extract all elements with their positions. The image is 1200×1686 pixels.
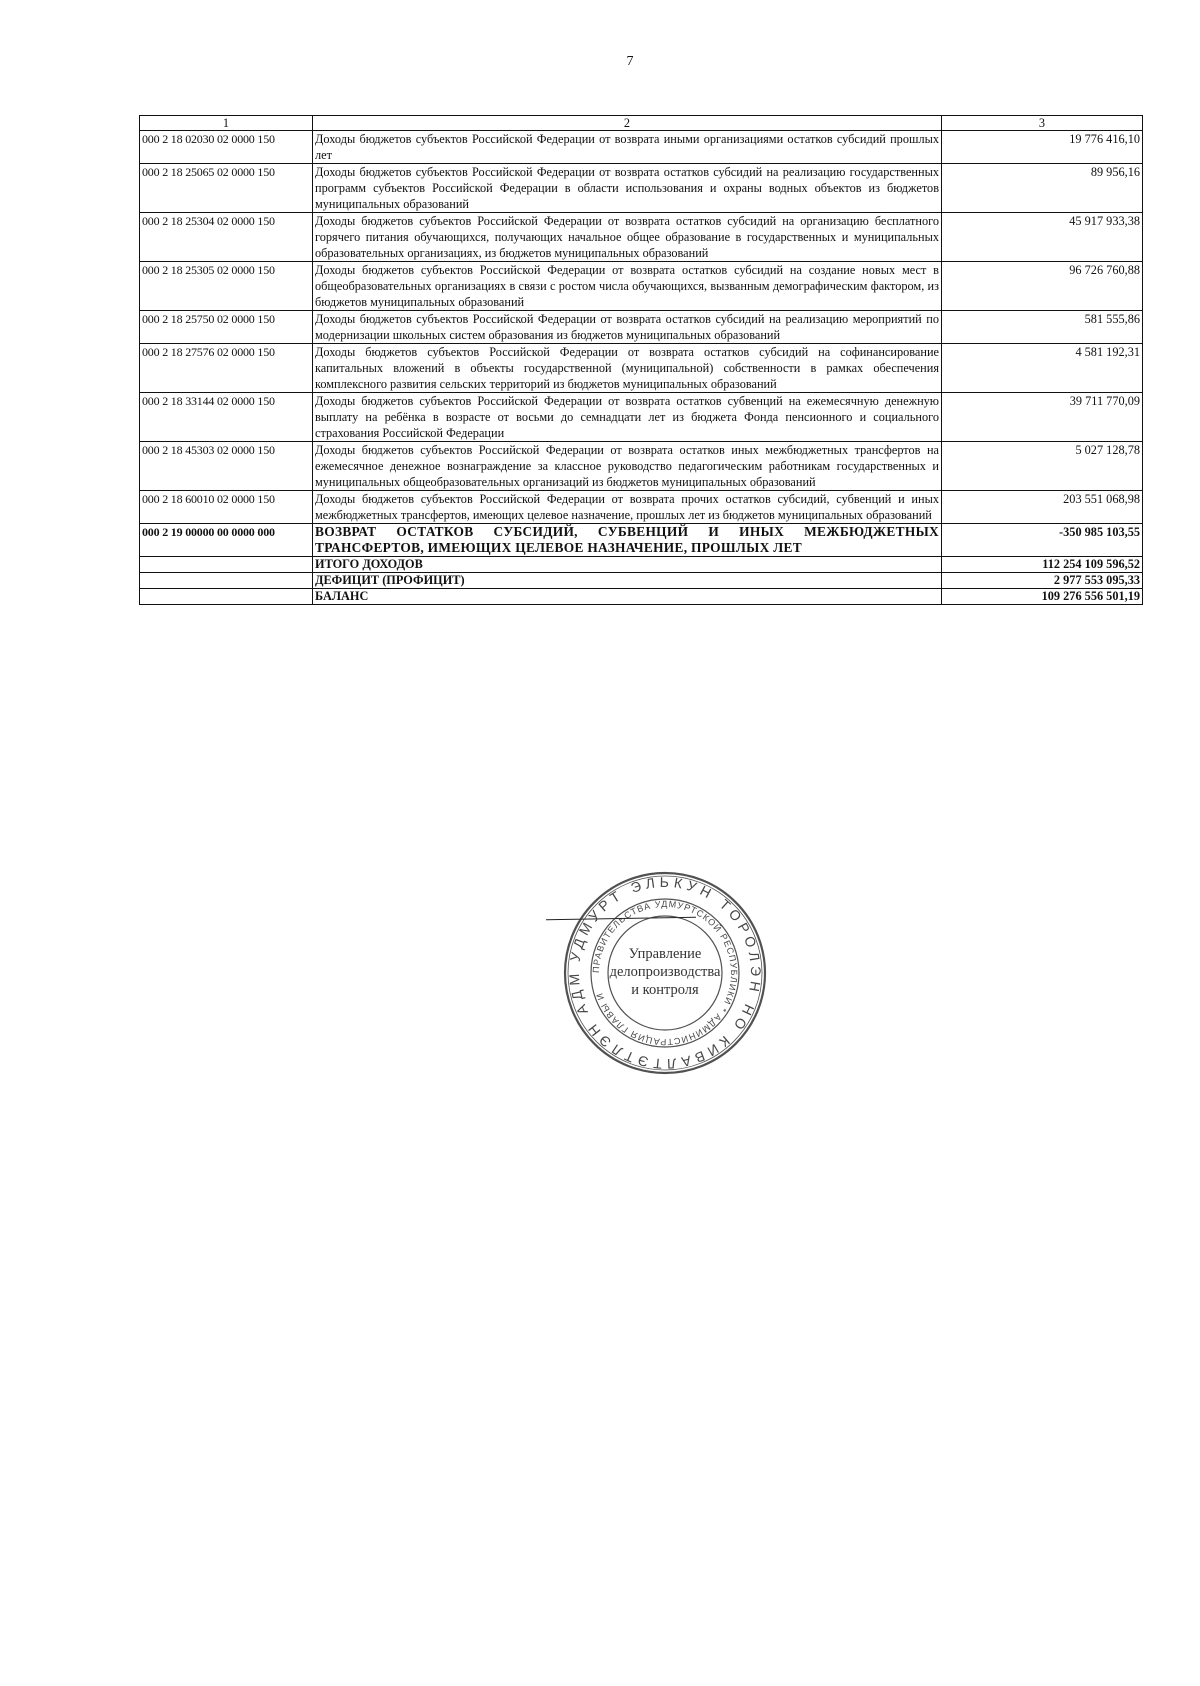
row-amount: 96 726 760,88 — [942, 262, 1143, 311]
table-header-row — [140, 116, 1143, 131]
official-seal — [560, 868, 770, 1078]
table-row — [140, 262, 1143, 311]
total-label: БАЛАНС — [313, 589, 942, 605]
total-row-balance — [140, 589, 1143, 605]
row-description: Доходы бюджетов субъектов Российской Федерации от возврата остатков иных межбюджетных трансфертов на ежемесячное денежное вознаграждение за классное руководство педагогическим работникам государственных и муниципальных общеобразовательных организаций из бюджетов муниципальных образований — [313, 442, 942, 491]
summary-description: ВОЗВРАТ ОСТАТКОВ СУБСИДИЙ, СУБВЕНЦИЙ И ИНЫХ МЕЖБЮДЖЕТНЫХ ТРАНСФЕРТОВ, ИМЕЮЩИХ ЦЕЛЕВОЕ НАЗНАЧЕНИЕ, ПРОШЛЫХ ЛЕТ — [313, 524, 942, 557]
summary-amount: -350 985 103,55 — [942, 524, 1143, 557]
row-description: Доходы бюджетов субъектов Российской Федерации от возврата прочих остатков субсидий, субвенций и иных межбюджетных трансфертов, имеющих целевое назначение, прошлых лет из бюджетов муниципальных образований — [313, 491, 942, 524]
row-code: 000 2 18 25065 02 0000 150 — [140, 164, 313, 213]
row-description: Доходы бюджетов субъектов Российской Федерации от возврата остатков субвенций на ежемесячную денежную выплату на ребёнка в возрасте от восьми до семнадцати лет из бюджета Фонда пенсионного и социального страхования Российской Федерации — [313, 393, 942, 442]
row-code: 000 2 18 60010 02 0000 150 — [140, 491, 313, 524]
row-description: Доходы бюджетов субъектов Российской Федерации от возврата остатков субсидий на организацию бесплатного горячего питания обучающихся, получающих начальное общее образование в государственных и муниципальных образовательных организациях, из бюджетов муниципальных образований — [313, 213, 942, 262]
table-row — [140, 442, 1143, 491]
row-amount: 19 776 416,10 — [942, 131, 1143, 164]
row-description: Доходы бюджетов субъектов Российской Федерации от возврата остатков субсидий на создание новых мест в общеобразовательных организациях в связи с ростом числа обучающихся, вызванным демографическим фактором, из бюджетов муниципальных образований — [313, 262, 942, 311]
header-col-1: 1 — [140, 116, 313, 131]
empty-cell — [140, 573, 313, 589]
row-code: 000 2 18 25305 02 0000 150 — [140, 262, 313, 311]
seal-center-line3: и контроля — [631, 982, 699, 998]
summary-code: 000 2 19 00000 00 0000 000 — [140, 524, 313, 557]
total-amount: 2 977 553 095,33 — [942, 573, 1143, 589]
empty-cell — [140, 557, 313, 573]
seal-inner-text: ПРАВИТЕЛЬСТВА УДМУРТСКОЙ РЕСПУБЛИКИ * АДМИНИСТРАЦИЯ ГЛАВЫ И — [590, 898, 740, 1048]
row-amount: 203 551 068,98 — [942, 491, 1143, 524]
row-amount: 581 555,86 — [942, 311, 1143, 344]
row-amount: 89 956,16 — [942, 164, 1143, 213]
seal-center-line1: Управление — [628, 946, 702, 962]
row-code: 000 2 18 25304 02 0000 150 — [140, 213, 313, 262]
total-label: ИТОГО ДОХОДОВ — [313, 557, 942, 573]
header-col-2: 2 — [313, 116, 942, 131]
row-code: 000 2 18 33144 02 0000 150 — [140, 393, 313, 442]
row-amount: 39 711 770,09 — [942, 393, 1143, 442]
row-amount: 5 027 128,78 — [942, 442, 1143, 491]
seal-outer-text: УДМУРТ ЭЛЬКУН ТОРОЛЭН НО КИВАЛТЭТЛЭН АДМ — [565, 873, 765, 1073]
budget-table — [139, 115, 1143, 605]
table-row — [140, 164, 1143, 213]
row-amount: 4 581 192,31 — [942, 344, 1143, 393]
table-row — [140, 311, 1143, 344]
total-label: ДЕФИЦИТ (ПРОФИЦИТ) — [313, 573, 942, 589]
row-code: 000 2 18 45303 02 0000 150 — [140, 442, 313, 491]
row-code: 000 2 18 25750 02 0000 150 — [140, 311, 313, 344]
row-amount: 45 917 933,38 — [942, 213, 1143, 262]
total-amount: 109 276 556 501,19 — [942, 589, 1143, 605]
page-number: 7 — [626, 54, 634, 69]
empty-cell — [140, 589, 313, 605]
total-row-income — [140, 557, 1143, 573]
row-description: Доходы бюджетов субъектов Российской Федерации от возврата иными организациями остатков субсидий прошлых лет — [313, 131, 942, 164]
seal-center-line2: делопроизводства — [609, 964, 721, 980]
total-row-deficit — [140, 573, 1143, 589]
table-row — [140, 491, 1143, 524]
header-col-3: 3 — [942, 116, 1143, 131]
row-code: 000 2 18 02030 02 0000 150 — [140, 131, 313, 164]
table-row — [140, 213, 1143, 262]
total-amount: 112 254 109 596,52 — [942, 557, 1143, 573]
seal-graphic — [560, 868, 770, 1078]
summary-row — [140, 524, 1143, 557]
row-description: Доходы бюджетов субъектов Российской Федерации от возврата остатков субсидий на реализацию мероприятий по модернизации школьных систем образования из бюджетов муниципальных образований — [313, 311, 942, 344]
table-row — [140, 344, 1143, 393]
table-row — [140, 131, 1143, 164]
row-description: Доходы бюджетов субъектов Российской Федерации от возврата остатков субсидий на реализацию государственных программ субъектов Российской Федерации в области использования и охраны водных объектов из бюджетов муниципальных образований — [313, 164, 942, 213]
row-description: Доходы бюджетов субъектов Российской Федерации от возврата остатков субсидий на софинансирование капитальных вложений в объекты государственной (муниципальной) собственности в рамках обеспечения комплексного развития сельских территорий из бюджетов муниципальных образований — [313, 344, 942, 393]
row-code: 000 2 18 27576 02 0000 150 — [140, 344, 313, 393]
table-row — [140, 393, 1143, 442]
